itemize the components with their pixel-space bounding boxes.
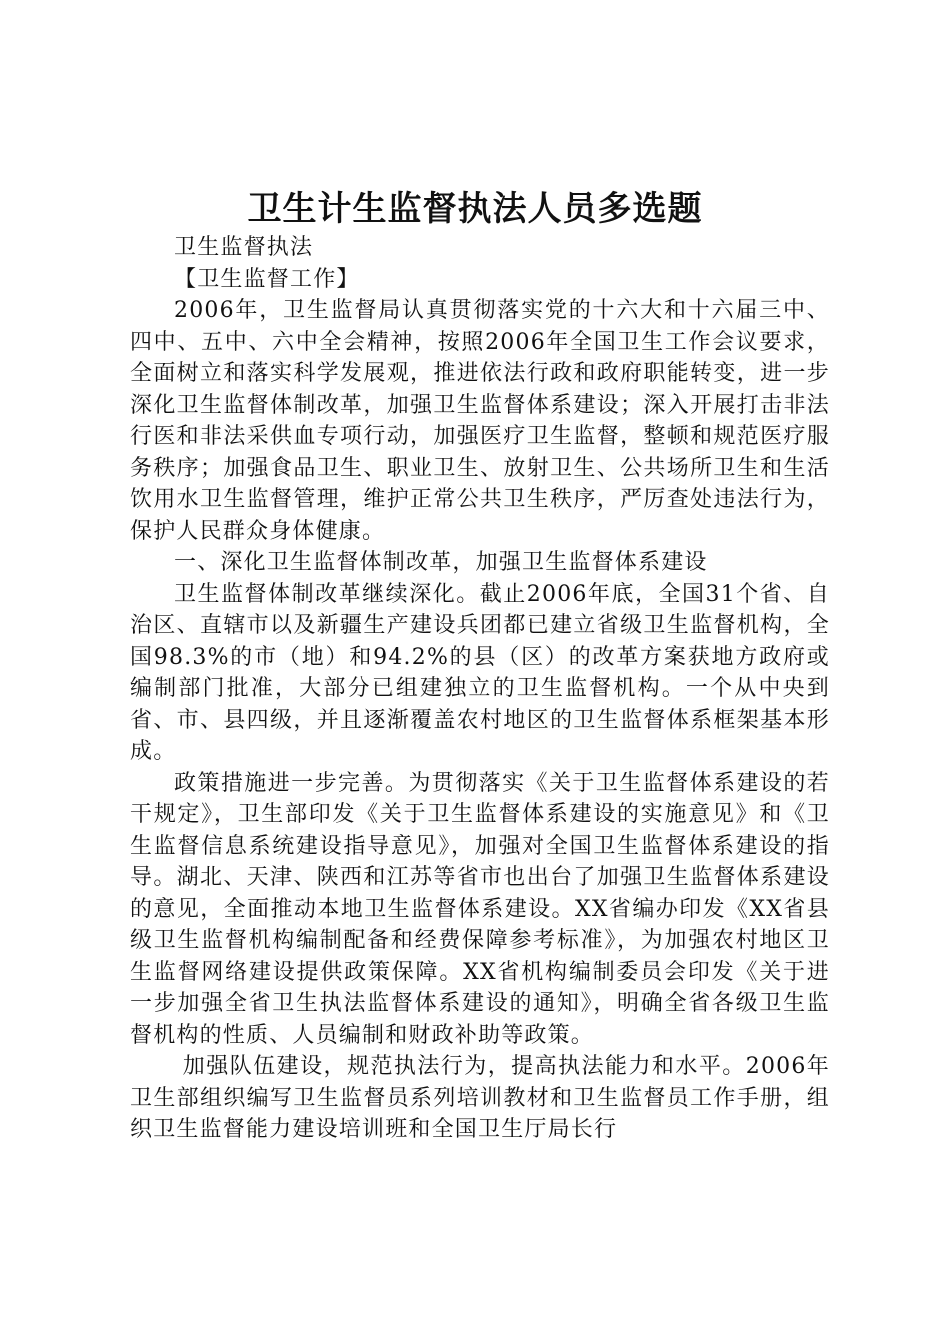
subtitle-line: 卫生监督执法	[174, 235, 314, 260]
paragraph-policy: 政策措施进一步完善。为贯彻落实《关于卫生监督体系建设的若干规定》，卫生部印发《关于卫生监督体系建设的实施意见》和《卫生监督信息系统建设指导意见》，加强对全国卫生监督体系建设的指导。湖北、天津、陕西和江苏等省市也出台了加强卫生监督体系建设的意见，全面推动本地卫生监督体系建设。XX省编办印发《XX省县级卫生监督机构编制配备和经费保障参考标准》，为加强农村地区卫生监督网络建设提供政策保障。XX省机构编制委员会印发《关于进一步加强全省卫生执法监督体系建设的通知》，明确全省各级卫生监督机构的性质、人员编制和财政补助等政策。	[130, 770, 830, 1048]
document-title: 卫生计生监督执法人员多选题	[247, 189, 703, 229]
document-body	[130, 232, 830, 1146]
subheading-one: 一、深化卫生监督体制改革，加强卫生监督体系建设	[174, 550, 708, 575]
paragraph-reform: 卫生监督体制改革继续深化。截止2006年底，全国31个省、自治区、直辖市以及新疆生产建设兵团都已建立省级卫生监督机构，全国98.3%的市（地）和94.2%的县（区）的改革方案获地方政府或编制部门批准，大部分已组建独立的卫生监督机构。一个从中央到省、市、县四级，并且逐渐覆盖农村地区的卫生监督体系框架基本形成。	[130, 581, 830, 764]
section-heading: 【卫生监督工作】	[174, 266, 360, 292]
paragraph-intro: 2006年，卫生监督局认真贯彻落实党的十六大和十六届三中、四中、五中、六中全会精神，按照2006年全国卫生工作会议要求，全面树立和落实科学发展观，推进依法行政和政府职能转变，进一步深化卫生监督体制改革，加强卫生监督体系建设；深入开展打击非法行医和非法采供血专项行动，加强医疗卫生监督，整顿和规范医疗服务秩序；加强食品卫生、职业卫生、放射卫生、公共场所卫生和生活饮用水卫生监督管理，维护正常公共卫生秩序，严厉查处违法行为，保护人民群众身体健康。	[130, 298, 830, 544]
paragraph-team: 加强队伍建设，规范执法行为，提高执法能力和水平。2006年卫生部组织编写卫生监督员系列培训教材和卫生监督员工作手册，组织卫生监督能力建设培训班和全国卫生厅局长行	[130, 1054, 830, 1142]
